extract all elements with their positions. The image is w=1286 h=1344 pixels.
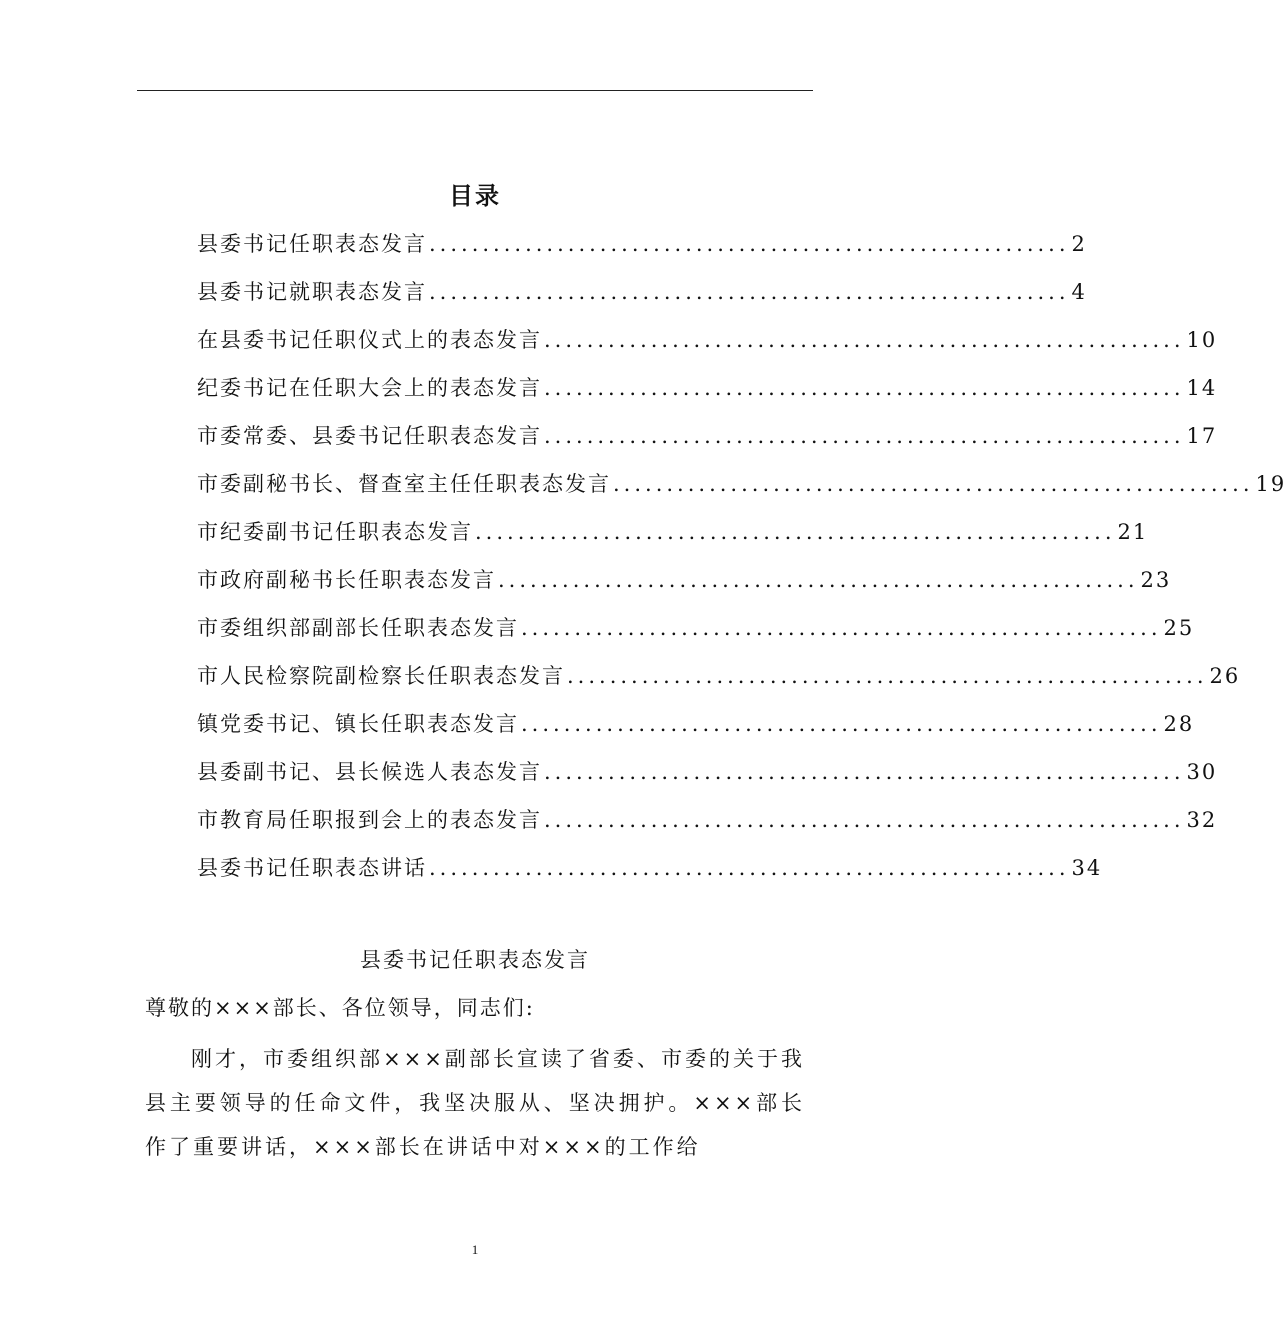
- toc-title: 目录: [449, 181, 501, 210]
- toc-leader-dots: ............................................................: [498, 568, 1139, 592]
- toc-entry-label: 市政府副秘书长任职表态发言: [197, 568, 496, 592]
- toc-leader-dots: ............................................................: [544, 424, 1185, 448]
- toc-leader-dots: ............................................................: [544, 760, 1185, 784]
- toc-entry-page: 19: [1255, 472, 1286, 496]
- toc-entry[interactable]: [197, 460, 1286, 508]
- toc-leader-dots: ............................................................: [544, 328, 1185, 352]
- toc-leader-dots: ............................................................: [613, 472, 1254, 496]
- toc-entry-page: 17: [1186, 424, 1218, 448]
- toc-leader-dots: ............................................................: [544, 808, 1185, 832]
- toc-entry-page: 30: [1186, 760, 1218, 784]
- toc-entry-page: 2: [1071, 232, 1087, 256]
- toc-entry[interactable]: [197, 412, 1218, 460]
- toc-entry-page: 14: [1186, 376, 1218, 400]
- toc-leader-dots: ............................................................: [429, 856, 1070, 880]
- toc-entry[interactable]: [197, 796, 1218, 844]
- toc-entry-page: 23: [1140, 568, 1172, 592]
- body-paragraph: 刚才，市委组织部×××副部长宣读了省委、市委的关于我县主要领导的任命文件，我坚决服从、坚决拥护。×××部长作了重要讲话，×××部长在讲话中对×××的工作给: [145, 1047, 805, 1159]
- toc-leader-dots: ............................................................: [544, 376, 1185, 400]
- toc-leader-dots: ............................................................: [567, 664, 1208, 688]
- page-number: 1: [471, 1242, 479, 1257]
- toc-entry-label: 在县委书记任职仪式上的表态发言: [197, 328, 542, 352]
- toc-entry-page: 21: [1117, 520, 1149, 544]
- toc-entry[interactable]: [197, 220, 1087, 268]
- toc-entry-label: 市委常委、县委书记任职表态发言: [197, 424, 542, 448]
- toc-entry[interactable]: [197, 364, 1218, 412]
- toc-entry[interactable]: [197, 556, 1172, 604]
- salutation: 尊敬的×××部长、各位领导，同志们:: [145, 996, 535, 1020]
- toc-entry-label: 县委书记任职表态讲话: [197, 856, 427, 880]
- toc-entry-label: 市纪委副书记任职表态发言: [197, 520, 473, 544]
- toc-entry-page: 32: [1186, 808, 1218, 832]
- table-of-contents: [197, 220, 1286, 892]
- toc-entry[interactable]: [197, 268, 1087, 316]
- toc-entry-page: 4: [1071, 280, 1087, 304]
- toc-entry-label: 市委组织部副部长任职表态发言: [197, 616, 519, 640]
- toc-entry-label: 市教育局任职报到会上的表态发言: [197, 808, 542, 832]
- toc-leader-dots: ............................................................: [521, 616, 1162, 640]
- toc-entry-label: 镇党委书记、镇长任职表态发言: [197, 712, 519, 736]
- toc-entry[interactable]: [197, 508, 1149, 556]
- toc-entry[interactable]: [197, 316, 1218, 364]
- toc-entry-page: 28: [1163, 712, 1195, 736]
- toc-entry[interactable]: [197, 604, 1195, 652]
- toc-entry[interactable]: [197, 844, 1103, 892]
- toc-leader-dots: ............................................................: [429, 280, 1070, 304]
- toc-entry-page: 10: [1186, 328, 1218, 352]
- toc-entry-label: 纪委书记在任职大会上的表态发言: [197, 376, 542, 400]
- header-rule: [137, 90, 813, 91]
- toc-leader-dots: ............................................................: [429, 232, 1070, 256]
- toc-entry-label: 县委副书记、县长候选人表态发言: [197, 760, 542, 784]
- toc-entry-label: 县委书记任职表态发言: [197, 232, 427, 256]
- toc-leader-dots: ............................................................: [475, 520, 1116, 544]
- toc-entry-label: 市委副秘书长、督查室主任任职表态发言: [197, 472, 611, 496]
- toc-entry[interactable]: [197, 700, 1195, 748]
- toc-entry-page: 25: [1163, 616, 1195, 640]
- toc-entry[interactable]: [197, 748, 1218, 796]
- section-title: 县委书记任职表态发言: [360, 948, 590, 972]
- toc-entry[interactable]: [197, 652, 1241, 700]
- toc-entry-page: 34: [1071, 856, 1103, 880]
- toc-entry-label: 市人民检察院副检察长任职表态发言: [197, 664, 565, 688]
- toc-leader-dots: ............................................................: [521, 712, 1162, 736]
- toc-entry-page: 26: [1209, 664, 1241, 688]
- toc-entry-label: 县委书记就职表态发言: [197, 280, 427, 304]
